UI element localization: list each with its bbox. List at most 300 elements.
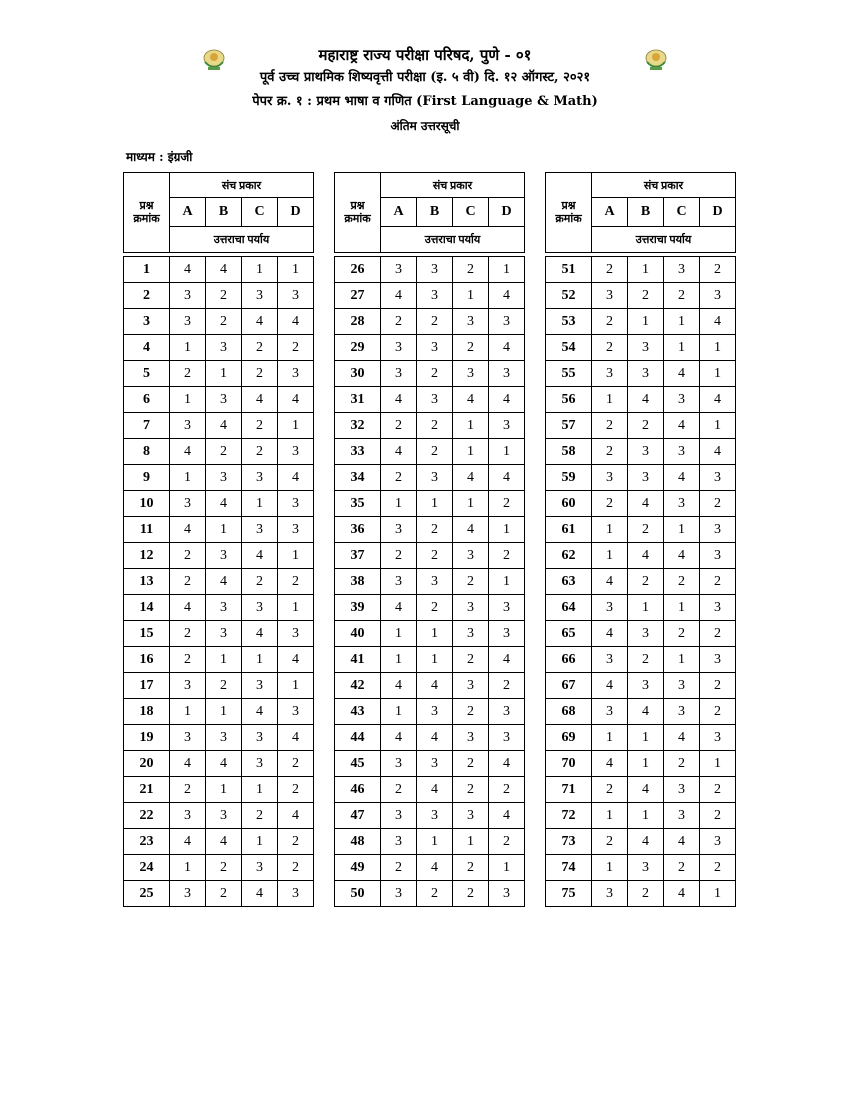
table-row [124, 517, 314, 543]
answer-cell: 3 [664, 803, 700, 829]
answer-cell: 3 [278, 439, 314, 465]
set-column-header: D [489, 198, 525, 227]
answer-cell: 1 [489, 517, 525, 543]
answer-cell: 2 [489, 491, 525, 517]
answer-cell: 3 [592, 699, 628, 725]
table-row [546, 673, 736, 699]
answer-cell: 1 [489, 439, 525, 465]
answer-cell: 3 [700, 517, 736, 543]
table-row [124, 699, 314, 725]
question-number: 57 [546, 413, 592, 439]
table-row [546, 595, 736, 621]
answer-cell: 2 [381, 309, 417, 335]
answer-cell: 2 [381, 543, 417, 569]
question-number-header [124, 173, 170, 253]
answer-cell: 4 [278, 465, 314, 491]
answer-cell: 1 [278, 413, 314, 439]
answer-cell: 3 [664, 777, 700, 803]
answer-cell: 3 [628, 621, 664, 647]
question-number: 50 [335, 881, 381, 907]
answer-cell: 3 [417, 751, 453, 777]
answer-cell: 2 [700, 673, 736, 699]
answer-cell: 3 [628, 439, 664, 465]
answer-cell: 3 [700, 283, 736, 309]
answer-cell: 2 [453, 335, 489, 361]
set-column-header: A [592, 198, 628, 227]
question-number: 71 [546, 777, 592, 803]
question-number: 27 [335, 283, 381, 309]
table-row [335, 413, 525, 439]
question-number: 70 [546, 751, 592, 777]
question-number: 32 [335, 413, 381, 439]
question-number: 41 [335, 647, 381, 673]
answer-cell: 1 [381, 699, 417, 725]
answer-cell: 1 [170, 855, 206, 881]
table-row [124, 777, 314, 803]
answer-cell: 2 [700, 699, 736, 725]
answer-cell: 1 [278, 543, 314, 569]
answer-cell: 1 [453, 283, 489, 309]
answer-cell: 1 [700, 413, 736, 439]
answer-cell: 1 [453, 829, 489, 855]
answer-cell: 3 [278, 621, 314, 647]
set-column-header: C [453, 198, 489, 227]
question-label-line2: क्रमांक [344, 212, 371, 225]
question-number: 35 [335, 491, 381, 517]
question-number: 29 [335, 335, 381, 361]
answer-cell: 4 [664, 725, 700, 751]
answer-cell: 1 [628, 309, 664, 335]
question-number: 14 [124, 595, 170, 621]
answer-cell: 1 [206, 361, 242, 387]
answer-cell: 2 [664, 751, 700, 777]
answer-cell: 1 [206, 517, 242, 543]
answer-cell: 3 [417, 335, 453, 361]
answer-cell: 4 [278, 725, 314, 751]
question-number: 7 [124, 413, 170, 439]
answer-cell: 1 [417, 491, 453, 517]
question-number: 59 [546, 465, 592, 491]
answer-cell: 3 [628, 673, 664, 699]
question-number: 66 [546, 647, 592, 673]
question-number: 62 [546, 543, 592, 569]
answer-cell: 2 [242, 335, 278, 361]
answer-cell: 3 [170, 491, 206, 517]
answer-option-header: उत्तराचा पर्याय [381, 227, 525, 253]
answer-cell: 2 [170, 647, 206, 673]
answer-cell: 2 [700, 491, 736, 517]
answer-cell: 4 [381, 673, 417, 699]
answer-cell: 2 [278, 335, 314, 361]
answer-cell: 3 [206, 335, 242, 361]
question-number: 61 [546, 517, 592, 543]
answer-cell: 1 [453, 413, 489, 439]
question-label-line1: प्रश्न [139, 199, 154, 212]
question-number: 67 [546, 673, 592, 699]
answer-cell: 4 [592, 751, 628, 777]
answer-cell: 2 [417, 361, 453, 387]
answer-cell: 3 [242, 283, 278, 309]
answer-cell: 2 [700, 777, 736, 803]
answer-cell: 3 [170, 881, 206, 907]
answer-cell: 4 [381, 387, 417, 413]
table-row [124, 673, 314, 699]
answer-cell: 4 [489, 465, 525, 491]
set-column-header: D [278, 198, 314, 227]
answer-cell: 1 [170, 699, 206, 725]
answer-cell: 3 [453, 309, 489, 335]
answer-cell: 4 [417, 673, 453, 699]
question-number: 43 [335, 699, 381, 725]
answer-cell: 3 [489, 309, 525, 335]
answer-cell: 1 [489, 257, 525, 283]
table-row [335, 673, 525, 699]
answer-cell: 3 [489, 725, 525, 751]
answer-cell: 1 [489, 569, 525, 595]
table-row [124, 387, 314, 413]
answer-cell: 2 [206, 283, 242, 309]
answer-cell: 1 [242, 777, 278, 803]
answer-cell: 2 [489, 673, 525, 699]
answer-cell: 2 [700, 257, 736, 283]
answer-cell: 3 [242, 855, 278, 881]
question-number: 42 [335, 673, 381, 699]
answer-cell: 4 [242, 699, 278, 725]
answer-cell: 3 [242, 517, 278, 543]
answer-cell: 4 [242, 621, 278, 647]
answer-cell: 3 [489, 881, 525, 907]
answer-cell: 3 [628, 361, 664, 387]
answer-cell: 3 [381, 361, 417, 387]
answer-cell: 3 [664, 673, 700, 699]
answer-cell: 3 [278, 283, 314, 309]
answer-key-tables [123, 172, 741, 899]
question-number: 53 [546, 309, 592, 335]
question-number: 55 [546, 361, 592, 387]
answer-cell: 3 [453, 595, 489, 621]
table-row [124, 439, 314, 465]
question-number: 58 [546, 439, 592, 465]
answer-cell: 2 [278, 751, 314, 777]
answer-cell: 2 [453, 751, 489, 777]
answer-cell: 2 [417, 517, 453, 543]
answer-cell: 3 [664, 491, 700, 517]
answer-cell: 4 [242, 543, 278, 569]
question-number: 19 [124, 725, 170, 751]
answer-cell: 4 [664, 543, 700, 569]
medium-label: माध्यम : इंग्रजी [126, 150, 193, 164]
question-number: 48 [335, 829, 381, 855]
answer-cell: 4 [489, 387, 525, 413]
table-row [124, 855, 314, 881]
answer-cell: 3 [628, 465, 664, 491]
answer-cell: 1 [381, 621, 417, 647]
table-row [335, 543, 525, 569]
answer-cell: 4 [170, 829, 206, 855]
question-number: 33 [335, 439, 381, 465]
table-row [546, 361, 736, 387]
set-type-header: संच प्रकार [592, 173, 736, 198]
answer-cell: 4 [170, 595, 206, 621]
question-number: 17 [124, 673, 170, 699]
answer-cell: 4 [242, 387, 278, 413]
set-column-header: B [628, 198, 664, 227]
answer-cell: 4 [592, 673, 628, 699]
table-row [124, 257, 314, 283]
answer-cell: 1 [242, 257, 278, 283]
question-number: 11 [124, 517, 170, 543]
table-row [335, 777, 525, 803]
answer-cell: 3 [170, 283, 206, 309]
table-row [124, 647, 314, 673]
answer-cell: 2 [453, 881, 489, 907]
answer-cell: 4 [170, 517, 206, 543]
table-row [546, 569, 736, 595]
answer-cell: 4 [278, 309, 314, 335]
table-row [335, 257, 525, 283]
answer-cell: 3 [417, 257, 453, 283]
answer-cell: 2 [417, 309, 453, 335]
answer-cell: 2 [628, 881, 664, 907]
answer-cell: 4 [417, 855, 453, 881]
table-row [546, 439, 736, 465]
table-row [546, 647, 736, 673]
set-column-header: A [170, 198, 206, 227]
question-label-line2: क्रमांक [555, 212, 582, 225]
answer-cell: 4 [170, 439, 206, 465]
answer-cell: 4 [489, 751, 525, 777]
question-number: 44 [335, 725, 381, 751]
answer-cell: 2 [242, 439, 278, 465]
question-number: 56 [546, 387, 592, 413]
answer-cell: 2 [278, 569, 314, 595]
set-column-header: C [242, 198, 278, 227]
answer-cell: 1 [170, 465, 206, 491]
answer-cell: 3 [381, 803, 417, 829]
question-number: 39 [335, 595, 381, 621]
answer-cell: 2 [628, 283, 664, 309]
table-row [335, 439, 525, 465]
answer-cell: 3 [417, 465, 453, 491]
answer-cell: 3 [592, 595, 628, 621]
answer-cell: 3 [206, 725, 242, 751]
table-row [124, 309, 314, 335]
answer-cell: 3 [278, 881, 314, 907]
answer-cell: 3 [628, 855, 664, 881]
answer-cell: 4 [664, 881, 700, 907]
answer-cell: 3 [206, 803, 242, 829]
answer-cell: 2 [381, 777, 417, 803]
answer-cell: 1 [278, 257, 314, 283]
question-number: 54 [546, 335, 592, 361]
table-row [124, 413, 314, 439]
answer-cell: 4 [278, 387, 314, 413]
answer-cell: 1 [453, 439, 489, 465]
question-number-header [335, 173, 381, 253]
answer-cell: 3 [453, 621, 489, 647]
answer-cell: 1 [700, 335, 736, 361]
answer-cell: 4 [242, 881, 278, 907]
question-number: 1 [124, 257, 170, 283]
table-row [335, 829, 525, 855]
question-number: 31 [335, 387, 381, 413]
answer-cell: 3 [592, 361, 628, 387]
answer-cell: 3 [381, 517, 417, 543]
answer-cell: 3 [206, 387, 242, 413]
answer-cell: 4 [628, 543, 664, 569]
table-row [335, 309, 525, 335]
question-label-line2: क्रमांक [133, 212, 160, 225]
question-number: 68 [546, 699, 592, 725]
answer-cell: 4 [206, 491, 242, 517]
question-number: 13 [124, 569, 170, 595]
answer-cell: 3 [592, 881, 628, 907]
table-row [546, 491, 736, 517]
answer-cell: 4 [628, 491, 664, 517]
table-row [546, 257, 736, 283]
set-type-header: संच प्रकार [381, 173, 525, 198]
answer-cell: 3 [170, 673, 206, 699]
question-number-header [546, 173, 592, 253]
question-label-line1: प्रश्न [561, 199, 576, 212]
question-number: 34 [335, 465, 381, 491]
table-row [124, 283, 314, 309]
answer-cell: 3 [381, 881, 417, 907]
question-number: 46 [335, 777, 381, 803]
answer-cell: 2 [417, 413, 453, 439]
question-label-line1: प्रश्न [350, 199, 365, 212]
question-number: 64 [546, 595, 592, 621]
answer-cell: 2 [628, 569, 664, 595]
answer-cell: 3 [664, 257, 700, 283]
answer-cell: 1 [664, 647, 700, 673]
question-number: 23 [124, 829, 170, 855]
answer-cell: 2 [453, 777, 489, 803]
answer-cell: 2 [242, 569, 278, 595]
answer-cell: 1 [628, 257, 664, 283]
answer-cell: 4 [489, 283, 525, 309]
answer-cell: 2 [278, 855, 314, 881]
answer-cell: 3 [381, 335, 417, 361]
question-number: 60 [546, 491, 592, 517]
answer-cell: 3 [170, 803, 206, 829]
answer-cell: 4 [417, 725, 453, 751]
answer-cell: 1 [170, 335, 206, 361]
answer-cell: 3 [278, 491, 314, 517]
answer-cell: 4 [592, 621, 628, 647]
table-row [124, 465, 314, 491]
answer-cell: 1 [664, 517, 700, 543]
answer-cell: 3 [700, 543, 736, 569]
answer-cell: 1 [592, 387, 628, 413]
answer-cell: 3 [206, 595, 242, 621]
answer-cell: 3 [381, 829, 417, 855]
question-number: 16 [124, 647, 170, 673]
answer-cell: 2 [664, 855, 700, 881]
answer-cell: 4 [664, 413, 700, 439]
table-row [335, 569, 525, 595]
answer-cell: 3 [489, 413, 525, 439]
table-row [124, 361, 314, 387]
answer-cell: 3 [453, 725, 489, 751]
board-title: महाराष्ट्र राज्य परीक्षा परिषद, पुणे - ०१ [318, 46, 532, 64]
answer-cell: 1 [278, 673, 314, 699]
answer-cell: 4 [453, 465, 489, 491]
table-row [335, 621, 525, 647]
answer-cell: 3 [206, 465, 242, 491]
answer-cell: 3 [417, 283, 453, 309]
question-number: 8 [124, 439, 170, 465]
question-number: 15 [124, 621, 170, 647]
answer-cell: 2 [592, 491, 628, 517]
document-header [0, 44, 850, 138]
table-row [335, 647, 525, 673]
answer-cell: 2 [453, 569, 489, 595]
paper-title: पेपर क्र. १ : प्रथम भाषा व गणित (First Language & Math) [252, 94, 598, 109]
answer-cell: 3 [664, 439, 700, 465]
table-row [546, 517, 736, 543]
answer-cell: 4 [700, 439, 736, 465]
question-number: 36 [335, 517, 381, 543]
answer-cell: 2 [592, 829, 628, 855]
question-number: 20 [124, 751, 170, 777]
set-type-header: संच प्रकार [170, 173, 314, 198]
table-row [124, 725, 314, 751]
answer-cell: 4 [664, 465, 700, 491]
question-number: 28 [335, 309, 381, 335]
table-row [546, 699, 736, 725]
question-number: 73 [546, 829, 592, 855]
table-row [124, 803, 314, 829]
table-row [335, 491, 525, 517]
table-row [124, 829, 314, 855]
question-number: 47 [335, 803, 381, 829]
answer-cell: 4 [628, 699, 664, 725]
answer-cell: 2 [592, 257, 628, 283]
question-number: 74 [546, 855, 592, 881]
answer-cell: 4 [381, 439, 417, 465]
answer-cell: 2 [417, 595, 453, 621]
table-row [546, 881, 736, 907]
answer-cell: 4 [664, 829, 700, 855]
answer-cell: 4 [489, 803, 525, 829]
answer-cell: 1 [592, 517, 628, 543]
set-column-header: D [700, 198, 736, 227]
answer-cell: 1 [170, 387, 206, 413]
answer-key-table-2 [334, 172, 525, 907]
answer-cell: 2 [592, 335, 628, 361]
answer-cell: 4 [206, 413, 242, 439]
answer-cell: 4 [628, 387, 664, 413]
answer-cell: 1 [592, 803, 628, 829]
answer-cell: 2 [170, 569, 206, 595]
answer-cell: 3 [417, 803, 453, 829]
question-number: 6 [124, 387, 170, 413]
answer-cell: 2 [453, 855, 489, 881]
answer-cell: 3 [242, 673, 278, 699]
answer-cell: 3 [278, 361, 314, 387]
answer-cell: 2 [592, 413, 628, 439]
table-row [546, 309, 736, 335]
answer-cell: 3 [453, 361, 489, 387]
answer-cell: 2 [700, 803, 736, 829]
question-number: 22 [124, 803, 170, 829]
answer-cell: 4 [206, 257, 242, 283]
answer-cell: 2 [700, 569, 736, 595]
answer-cell: 3 [628, 335, 664, 361]
answer-cell: 2 [170, 777, 206, 803]
answer-cell: 2 [170, 543, 206, 569]
